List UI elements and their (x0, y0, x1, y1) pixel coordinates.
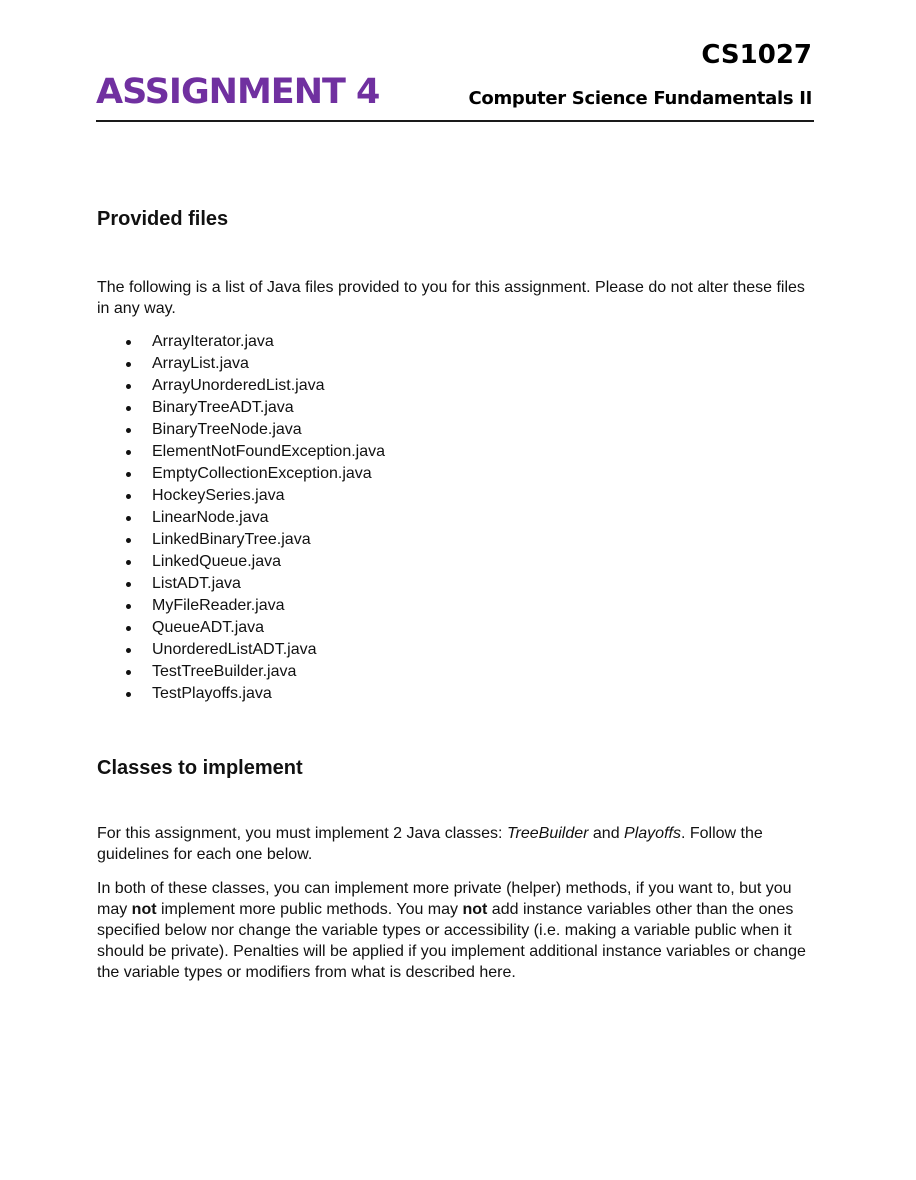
file-list-item: ArrayList.java (97, 353, 385, 375)
text-run: In both of these classes, you can implement more private (helper) methods, if you want to, but you may (97, 880, 792, 918)
text-run: implement more public methods. You may (156, 901, 463, 918)
file-list-item: LinkedQueue.java (97, 551, 385, 573)
file-list-item: ArrayUnorderedList.java (97, 375, 385, 397)
class-name-playoffs: Playoffs (624, 825, 681, 842)
provided-files-intro: The following is a list of Java files provided to you for this assignment. Please do not alter these files in any way. (97, 279, 805, 317)
text-run: add instance variables other than the ones specified below nor change the variable types or accessibility (i.e. making a variable public when it should be private). Penalties will be applied if you implement additional instance variables or change the variable types or modifiers from what is described here. (97, 901, 806, 981)
file-list-item: TestPlayoffs.java (97, 683, 385, 705)
file-list-item: MyFileReader.java (97, 595, 385, 617)
file-list-item: ElementNotFoundException.java (97, 441, 385, 463)
emphasis-not: not (131, 901, 157, 918)
class-name-treebuilder: TreeBuilder (506, 825, 589, 842)
classes-heading: Classes to implement (97, 757, 303, 779)
course-name: Computer Science Fundamentals II (468, 88, 812, 109)
file-list-item: BinaryTreeADT.java (97, 397, 385, 419)
classes-paragraph-2 (97, 878, 813, 983)
course-code: CS1027 (701, 40, 812, 70)
file-list-item: ListADT.java (97, 573, 385, 595)
file-list-item: BinaryTreeNode.java (97, 419, 385, 441)
provided-files-list (97, 331, 385, 705)
provided-files-heading: Provided files (97, 208, 229, 230)
classes-paragraph-1 (97, 823, 813, 865)
file-list-item: QueueADT.java (97, 617, 385, 639)
file-list-item: UnorderedListADT.java (97, 639, 385, 661)
file-list-item: LinkedBinaryTree.java (97, 529, 385, 551)
file-list-item: LinearNode.java (97, 507, 385, 529)
page-header (96, 38, 814, 122)
assignment-title: ASSIGNMENT 4 (96, 72, 380, 112)
text-run: For this assignment, you must implement 2 Java classes: (97, 825, 507, 842)
file-list-item: ArrayIterator.java (97, 331, 385, 353)
file-list-item: EmptyCollectionException.java (97, 463, 385, 485)
text-run: and (588, 825, 625, 842)
emphasis-not: not (462, 901, 488, 918)
text-run: . Follow the guidelines for each one below. (97, 825, 763, 863)
file-list-item: TestTreeBuilder.java (97, 661, 385, 683)
file-list-item: HockeySeries.java (97, 485, 385, 507)
